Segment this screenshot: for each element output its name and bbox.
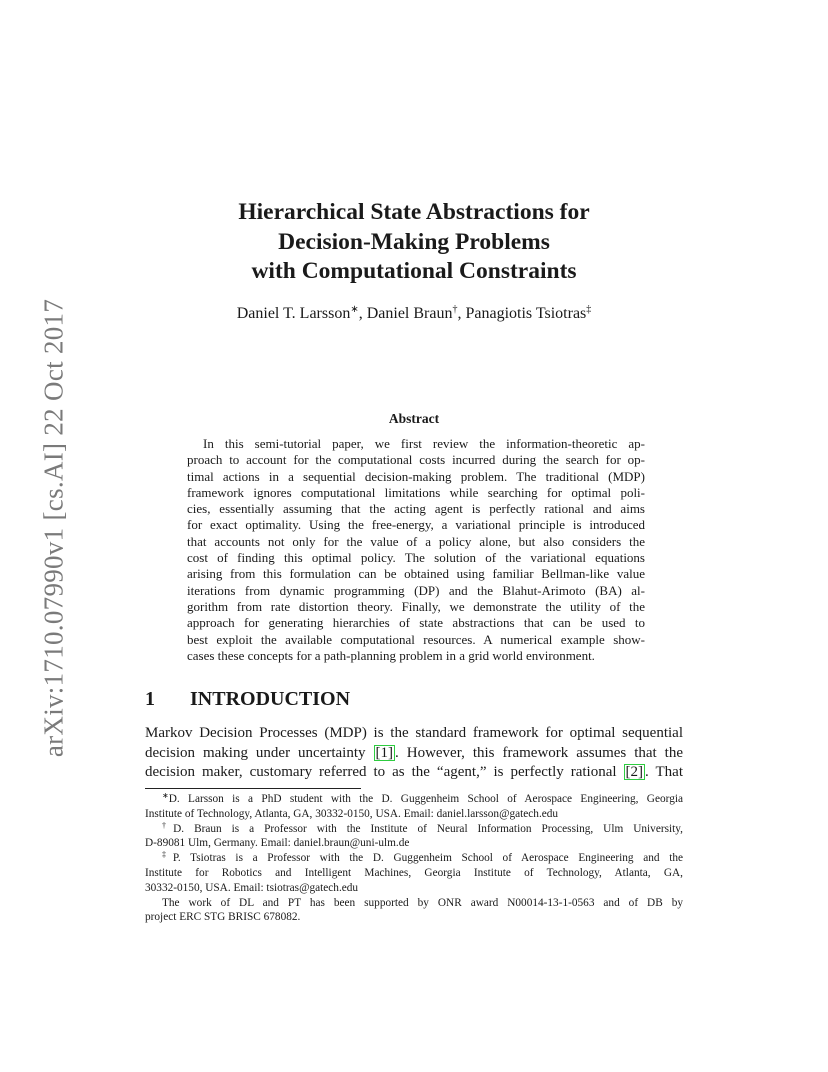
abstract-line: iterations from dynamic programming (DP) and the Blahut-Arimoto (BA) al- xyxy=(187,582,645,598)
abstract-line: timal actions in a sequential decision-making problem. The traditional (MDP) xyxy=(187,468,645,484)
abstract-line: gorithm from rate distortion theory. Finally, we demonstrate the utility of the xyxy=(187,598,645,614)
author-name: Daniel Braun xyxy=(366,305,453,322)
citation-link[interactable]: [2] xyxy=(625,764,644,780)
footnote-marker: ∗ xyxy=(162,791,169,800)
section-heading xyxy=(145,688,350,711)
footnote-marker: ‡ xyxy=(162,850,173,860)
abstract-line: cases these concepts for a path-planning problem in a grid world environment. xyxy=(187,647,595,663)
paper-title xyxy=(145,198,683,287)
intro-line xyxy=(145,744,683,764)
footnote-line: 30332-0150, USA. Email: tsiotras@gatech.edu xyxy=(145,881,359,894)
title-line: with Computational Constraints xyxy=(251,258,577,284)
author-name: Panagiotis Tsiotras xyxy=(465,305,587,322)
abstract-line: cost of finding this optimal policy. The solution of the variational equations xyxy=(187,550,645,566)
abstract-heading: Abstract xyxy=(388,411,440,426)
abstract-line: for exact optimality. Using the free-energy, a variational principle is introduced xyxy=(187,517,645,533)
footnote-line: project ERC STG BRISC 678082. xyxy=(145,911,301,924)
abstract-line: best exploit the available computational resources. A numerical example show- xyxy=(187,631,645,647)
abstract-line: framework ignores computational limitations while searching for optimal poli- xyxy=(187,484,645,500)
footnote-marker: † xyxy=(162,820,174,830)
abstract-body xyxy=(187,436,645,664)
footnote-text: D. Larsson is a PhD student with the D. Guggenheim School of Aerospace Engineering, Georgia xyxy=(168,793,683,805)
intro-text: decision making under uncertainty xyxy=(145,744,366,761)
intro-text: . However, this framework assumes that the xyxy=(395,744,684,761)
footnote-text: P. Tsiotras is a Professor with the D. Guggenheim School of Aerospace Engineering and the xyxy=(172,852,683,865)
footnote-marker: † xyxy=(452,304,458,315)
author-list: Daniel T. Larsson∗, Daniel Braun†, Panagiotis Tsiotras‡ xyxy=(236,304,592,322)
abstract-line: In this semi-tutorial paper, we first review the information-theoretic ap- xyxy=(203,436,645,451)
footnote-line xyxy=(145,792,683,807)
footnote-marker: ‡ xyxy=(586,304,592,315)
footnote-line: D-89081 Ulm, Germany. Email: daniel.braun@uni-ulm.de xyxy=(145,837,410,850)
footnote-marker: ∗ xyxy=(350,304,359,315)
intro-line xyxy=(145,763,683,783)
intro-text: decision maker, customary referred to as the “agent,” is perfectly rational xyxy=(145,764,617,780)
title-line: Hierarchical State Abstractions for xyxy=(238,199,590,225)
author-name: Daniel T. Larsson xyxy=(236,305,351,322)
section-title: INTRODUCTION xyxy=(190,688,351,710)
footnote-line xyxy=(145,851,683,866)
intro-text: . That xyxy=(645,764,683,780)
footnote-text: D. Braun is a Professor with the Institute of Neural Information Processing, Ulm University, xyxy=(173,822,684,835)
footnotes xyxy=(145,792,683,925)
footnote-line: Institute for Robotics and Intelligent Machines, Georgia Institute of Technology, Atlanta, GA, xyxy=(145,866,683,879)
footnote-line: Institute of Technology, Atlanta, GA, 30332-0150, USA. Email: daniel.larsson@gatech.edu xyxy=(145,807,559,820)
footnote-line: The work of DL and PT has been supported by ONR award N00014-13-1-0563 and of DB by xyxy=(162,896,683,909)
introduction-text xyxy=(145,724,683,783)
footnote-line xyxy=(145,822,683,837)
abstract-line: cies, essentially assuming that the acting agent is perfectly rational and aims xyxy=(187,501,645,517)
abstract-line: approach for generating hierarchies of state abstractions that can be used to xyxy=(187,615,645,631)
intro-line: Markov Decision Processes (MDP) is the standard framework for optimal sequential xyxy=(145,725,683,741)
abstract-line: that accounts not only for the value of a policy alone, but also considers the xyxy=(187,533,645,549)
title-line: Decision-Making Problems xyxy=(278,228,550,255)
footnote-divider xyxy=(145,788,361,789)
abstract-line: proach to account for the computational costs incurred during the search for op- xyxy=(187,452,645,468)
section-number: 1 xyxy=(145,688,155,710)
arxiv-identifier: arXiv:1710.07990v1 [cs.AI] 22 Oct 2017 xyxy=(38,298,69,758)
citation-link[interactable]: [1] xyxy=(375,744,394,761)
abstract-line: arising from this formulation can be obtained using familiar Bellman-like value xyxy=(187,566,645,582)
